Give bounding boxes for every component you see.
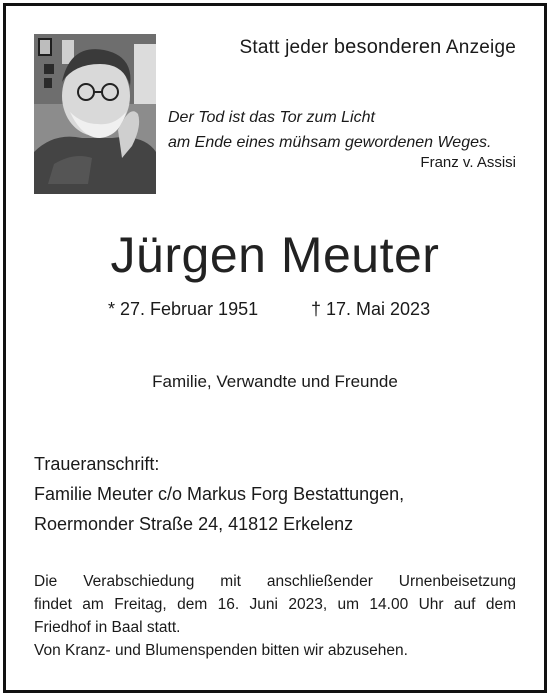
quote-line-1: Der Tod ist das Tor zum Licht — [168, 109, 375, 126]
notice-line-4: Von Kranz- und Blumenspenden bitten wir abzusehen. — [34, 642, 408, 659]
notice-line-1: Die Verabschiedung mit anschließender Urnenbeisetzung — [34, 573, 516, 590]
quote-author: Franz v. Assisi — [420, 154, 516, 171]
mourning-address — [34, 449, 514, 539]
address-label: Traueranschrift: — [34, 454, 160, 474]
birth-date: * 27. Februar 1951 — [108, 299, 259, 319]
funeral-notice — [34, 570, 516, 662]
mourners: Familie, Verwandte und Freunde — [152, 372, 398, 391]
headline-suffix: Anzeige — [441, 37, 516, 58]
notice-line-2: findet am Freitag, dem 16. Juni 2023, um 14.00 Uhr auf dem — [34, 596, 516, 613]
portrait-photo — [34, 34, 156, 194]
quote — [168, 105, 516, 155]
headline-emphasis: besonderen — [333, 36, 442, 58]
portrait-image — [34, 34, 156, 194]
headline — [180, 36, 516, 59]
address-line-1: Familie Meuter c/o Markus Forg Bestattungen, — [34, 484, 405, 504]
headline-prefix: Statt jeder — [239, 37, 334, 58]
death-date: † 17. Mai 2023 — [311, 299, 431, 319]
deceased-name: Jürgen Meuter — [110, 227, 440, 283]
notice-line-3: Friedhof in Baal statt. — [34, 619, 181, 636]
quote-line-2: am Ende eines mühsam gewordenen Weges. — [168, 134, 492, 151]
address-line-2: Roermonder Straße 24, 41812 Erkelenz — [34, 514, 354, 534]
